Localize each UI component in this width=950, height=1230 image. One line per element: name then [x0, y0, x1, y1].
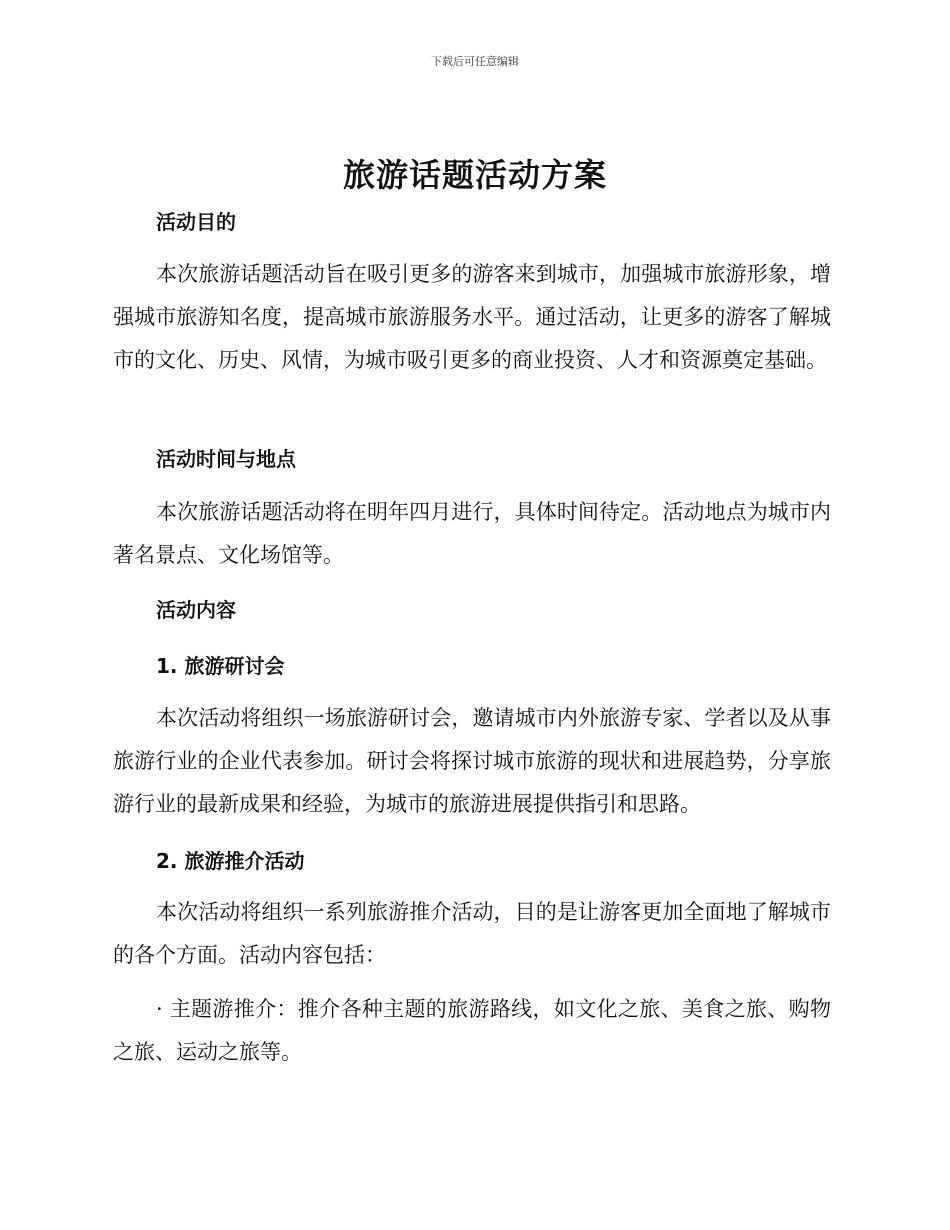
- paragraph-promotion: 本次活动将组织一系列旅游推介活动，目的是让游客更加全面地了解城市的各个方面。活动内容包括：: [113, 900, 831, 967]
- bullet-theme-tour: · 主题游推介：推介各种主题的旅游路线，如文化之旅、美食之旅、购物之旅、运动之旅等。: [113, 997, 831, 1064]
- item-heading-promotion: 2. 旅游推介活动: [156, 849, 305, 873]
- item-heading-seminar: 1. 旅游研讨会: [156, 654, 285, 678]
- paragraph-seminar: 本次活动将组织一场旅游研讨会，邀请城市内外旅游专家、学者以及从事旅游行业的企业代表参加。研讨会将探讨城市旅游的现状和进展趋势，分享旅游行业的最新成果和经验，为城市的旅游进展提供指引和思路。: [113, 706, 831, 816]
- paragraph-time-place: 本次旅游话题活动将在明年四月进行，具体时间待定。活动地点为城市内著名景点、文化场馆等。: [113, 500, 831, 567]
- document-title: 旅游话题活动方案: [342, 156, 607, 194]
- page-header-note: 下载后可任意编辑: [431, 55, 519, 68]
- paragraph-purpose: 本次旅游话题活动旨在吸引更多的游客来到城市，加强城市旅游形象，增强城市旅游知名度，提高城市旅游服务水平。通过活动，让更多的游客了解城市的文化、历史、风情，为城市吸引更多的商业投资、人才和资源奠定基础。: [113, 262, 831, 372]
- section-heading-time-place: 活动时间与地点: [156, 447, 296, 471]
- section-heading-content: 活动内容: [156, 598, 236, 622]
- section-heading-purpose: 活动目的: [156, 210, 236, 234]
